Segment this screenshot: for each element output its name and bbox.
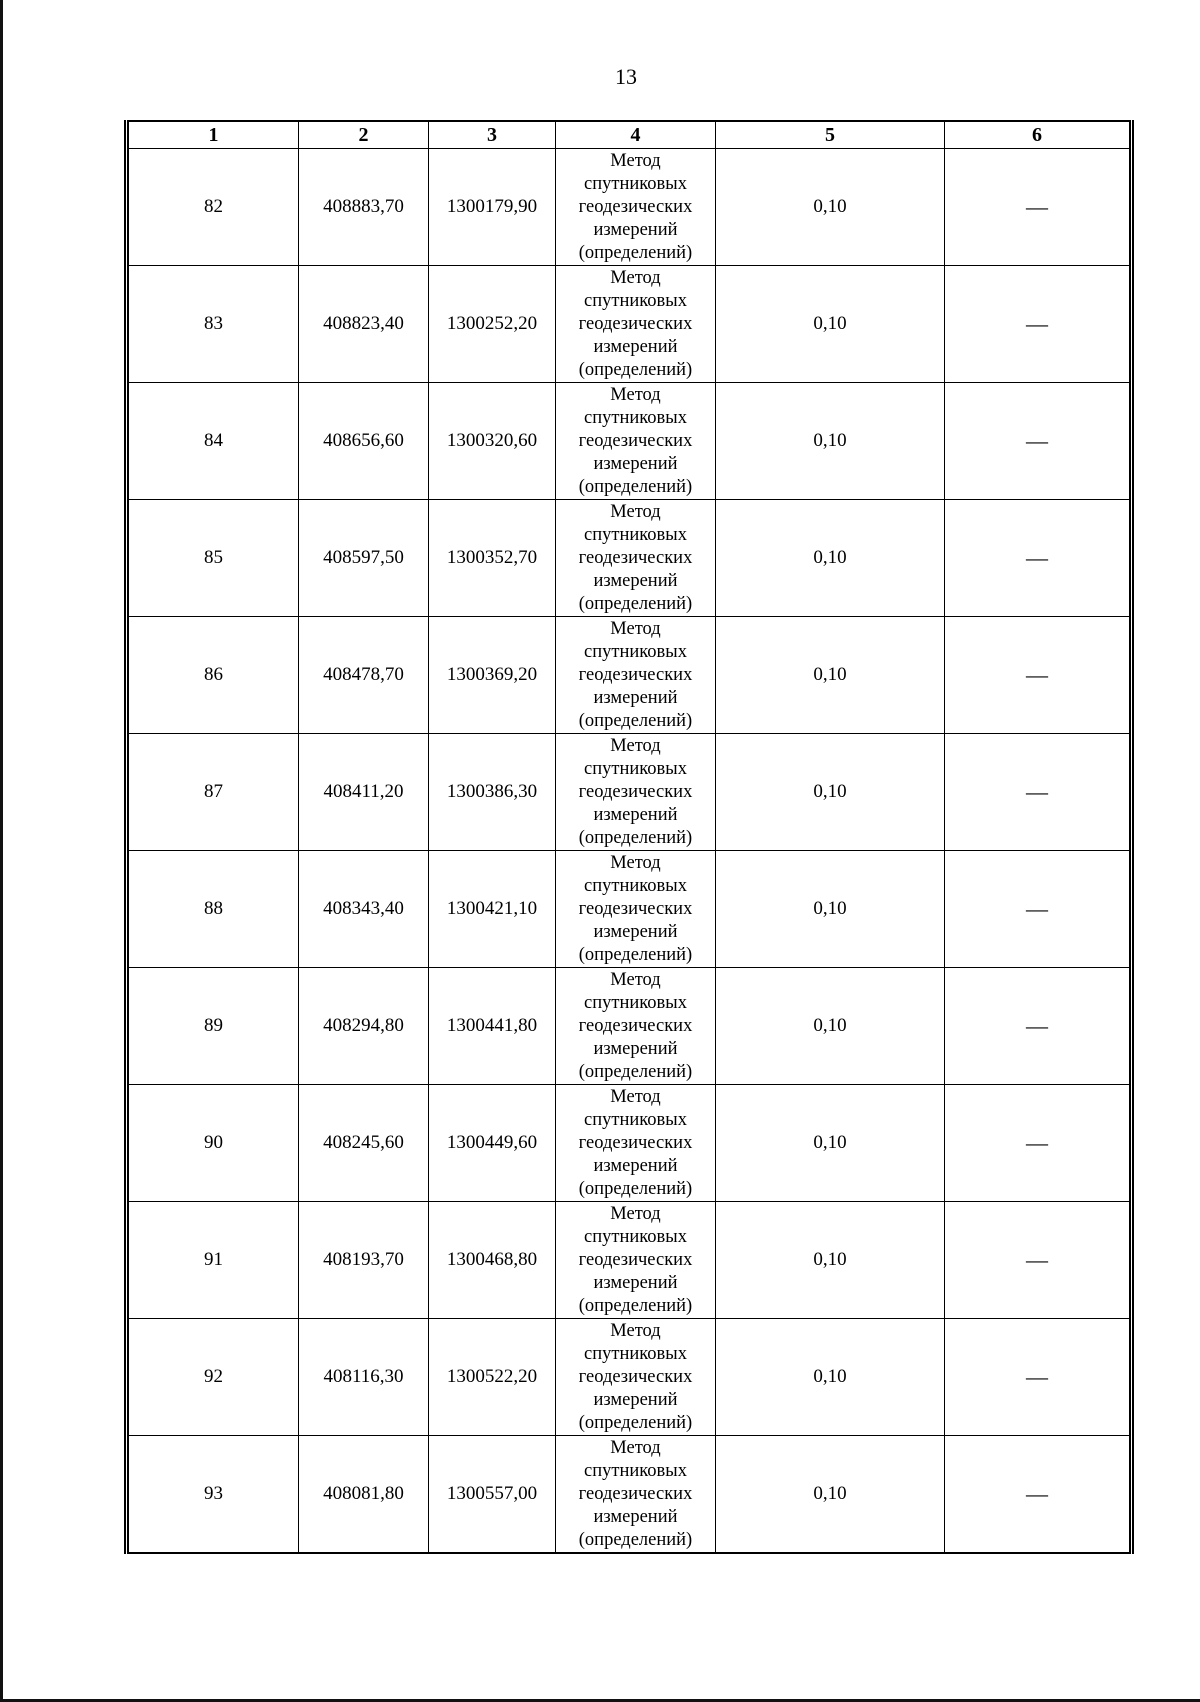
method-line: Метод xyxy=(610,618,661,639)
point-number-cell: 85 xyxy=(127,500,299,617)
x-coordinate-cell: 408343,40 xyxy=(299,851,429,968)
table-row xyxy=(127,383,1132,500)
page-number: 13 xyxy=(615,64,637,89)
table-row xyxy=(127,149,1132,266)
point-number-cell: 89 xyxy=(127,968,299,1085)
accuracy-cell: 0,10 xyxy=(716,1085,945,1202)
table-row xyxy=(127,266,1132,383)
description-cell: — xyxy=(945,734,1132,851)
method-line: геодезических xyxy=(578,664,693,685)
method-line: (определений) xyxy=(578,476,693,497)
x-coordinate-cell: 408883,70 xyxy=(299,149,429,266)
x-coordinate-cell: 408478,70 xyxy=(299,617,429,734)
table-row xyxy=(127,1319,1132,1436)
method-line: геодезических xyxy=(578,313,693,334)
description-cell: — xyxy=(945,500,1132,617)
method-line: (определений) xyxy=(578,1295,693,1316)
method-line: спутниковых xyxy=(584,875,687,896)
accuracy-cell: 0,10 xyxy=(716,1436,945,1554)
method-line: спутниковых xyxy=(584,407,687,428)
method-line: спутниковых xyxy=(584,524,687,545)
method-cell xyxy=(556,383,716,500)
accuracy-cell: 0,10 xyxy=(716,968,945,1085)
accuracy-cell: 0,10 xyxy=(716,851,945,968)
method-line: спутниковых xyxy=(584,992,687,1013)
method-cell xyxy=(556,500,716,617)
method-cell xyxy=(556,149,716,266)
method-line: измерений xyxy=(593,687,678,708)
point-number-cell: 83 xyxy=(127,266,299,383)
y-coordinate-cell: 1300352,70 xyxy=(429,500,556,617)
description-cell: — xyxy=(945,1202,1132,1319)
method-line: Метод xyxy=(610,1320,661,1341)
table-row xyxy=(127,617,1132,734)
method-line: спутниковых xyxy=(584,1343,687,1364)
description-cell: — xyxy=(945,1085,1132,1202)
method-line: геодезических xyxy=(578,1132,693,1153)
method-line: геодезических xyxy=(578,1015,693,1036)
column-header: 5 xyxy=(716,121,945,149)
y-coordinate-cell: 1300441,80 xyxy=(429,968,556,1085)
method-line: Метод xyxy=(610,150,661,171)
method-line: измерений xyxy=(593,219,678,240)
description-cell: — xyxy=(945,968,1132,1085)
method-line: измерений xyxy=(593,1038,678,1059)
method-line: Метод xyxy=(610,852,661,873)
y-coordinate-cell: 1300522,20 xyxy=(429,1319,556,1436)
accuracy-cell: 0,10 xyxy=(716,383,945,500)
x-coordinate-cell: 408294,80 xyxy=(299,968,429,1085)
method-cell xyxy=(556,1319,716,1436)
coordinates-table xyxy=(124,120,1134,1554)
method-line: спутниковых xyxy=(584,290,687,311)
method-line: геодезических xyxy=(578,1249,693,1270)
point-number-cell: 92 xyxy=(127,1319,299,1436)
point-number-cell: 84 xyxy=(127,383,299,500)
accuracy-cell: 0,10 xyxy=(716,149,945,266)
table-row xyxy=(127,1202,1132,1319)
accuracy-cell: 0,10 xyxy=(716,1202,945,1319)
method-line: Метод xyxy=(610,735,661,756)
method-line: (определений) xyxy=(578,242,693,263)
scan-edge-left xyxy=(0,0,3,1702)
x-coordinate-cell: 408597,50 xyxy=(299,500,429,617)
method-cell xyxy=(556,968,716,1085)
method-line: измерений xyxy=(593,804,678,825)
method-line: измерений xyxy=(593,453,678,474)
method-line: Метод xyxy=(610,969,661,990)
y-coordinate-cell: 1300320,60 xyxy=(429,383,556,500)
x-coordinate-cell: 408823,40 xyxy=(299,266,429,383)
accuracy-cell: 0,10 xyxy=(716,500,945,617)
method-line: геодезических xyxy=(578,781,693,802)
method-line: (определений) xyxy=(578,1529,693,1550)
method-line: Метод xyxy=(610,501,661,522)
column-header: 2 xyxy=(299,121,429,149)
description-cell: — xyxy=(945,1319,1132,1436)
method-line: (определений) xyxy=(578,1412,693,1433)
method-line: измерений xyxy=(593,921,678,942)
x-coordinate-cell: 408116,30 xyxy=(299,1319,429,1436)
column-header: 6 xyxy=(945,121,1132,149)
description-cell: — xyxy=(945,266,1132,383)
point-number-cell: 90 xyxy=(127,1085,299,1202)
method-line: измерений xyxy=(593,1506,678,1527)
description-cell: — xyxy=(945,1436,1132,1554)
method-line: (определений) xyxy=(578,1178,693,1199)
method-line: Метод xyxy=(610,1203,661,1224)
y-coordinate-cell: 1300179,90 xyxy=(429,149,556,266)
column-header: 4 xyxy=(556,121,716,149)
point-number-cell: 86 xyxy=(127,617,299,734)
method-line: геодезических xyxy=(578,430,693,451)
method-line: спутниковых xyxy=(584,1109,687,1130)
method-line: геодезических xyxy=(578,1366,693,1387)
description-cell: — xyxy=(945,851,1132,968)
method-cell xyxy=(556,851,716,968)
method-line: измерений xyxy=(593,1389,678,1410)
method-cell xyxy=(556,1202,716,1319)
description-cell: — xyxy=(945,383,1132,500)
table-row xyxy=(127,1436,1132,1554)
y-coordinate-cell: 1300557,00 xyxy=(429,1436,556,1554)
point-number-cell: 88 xyxy=(127,851,299,968)
method-line: геодезических xyxy=(578,547,693,568)
y-coordinate-cell: 1300421,10 xyxy=(429,851,556,968)
method-line: измерений xyxy=(593,1272,678,1293)
method-cell xyxy=(556,1436,716,1554)
table-row xyxy=(127,734,1132,851)
method-line: измерений xyxy=(593,1155,678,1176)
method-line: (определений) xyxy=(578,944,693,965)
accuracy-cell: 0,10 xyxy=(716,617,945,734)
table-row xyxy=(127,968,1132,1085)
method-cell xyxy=(556,266,716,383)
method-cell xyxy=(556,734,716,851)
method-line: (определений) xyxy=(578,593,693,614)
method-line: Метод xyxy=(610,1437,661,1458)
x-coordinate-cell: 408245,60 xyxy=(299,1085,429,1202)
method-line: спутниковых xyxy=(584,1460,687,1481)
x-coordinate-cell: 408193,70 xyxy=(299,1202,429,1319)
method-line: геодезических xyxy=(578,1483,693,1504)
method-cell xyxy=(556,617,716,734)
y-coordinate-cell: 1300386,30 xyxy=(429,734,556,851)
method-line: измерений xyxy=(593,570,678,591)
point-number-cell: 87 xyxy=(127,734,299,851)
method-line: Метод xyxy=(610,1086,661,1107)
method-line: геодезических xyxy=(578,196,693,217)
method-line: (определений) xyxy=(578,710,693,731)
y-coordinate-cell: 1300252,20 xyxy=(429,266,556,383)
table-row xyxy=(127,851,1132,968)
column-header: 3 xyxy=(429,121,556,149)
column-header: 1 xyxy=(127,121,299,149)
method-line: спутниковых xyxy=(584,641,687,662)
method-cell xyxy=(556,1085,716,1202)
y-coordinate-cell: 1300369,20 xyxy=(429,617,556,734)
method-line: измерений xyxy=(593,336,678,357)
table-row xyxy=(127,500,1132,617)
point-number-cell: 93 xyxy=(127,1436,299,1554)
method-line: Метод xyxy=(610,384,661,405)
method-line: спутниковых xyxy=(584,1226,687,1247)
x-coordinate-cell: 408656,60 xyxy=(299,383,429,500)
method-line: спутниковых xyxy=(584,758,687,779)
method-line: (определений) xyxy=(578,1061,693,1082)
table-body xyxy=(127,149,1132,1554)
x-coordinate-cell: 408411,20 xyxy=(299,734,429,851)
description-cell: — xyxy=(945,149,1132,266)
method-line: (определений) xyxy=(578,827,693,848)
point-number-cell: 91 xyxy=(127,1202,299,1319)
x-coordinate-cell: 408081,80 xyxy=(299,1436,429,1554)
table-row xyxy=(127,1085,1132,1202)
y-coordinate-cell: 1300468,80 xyxy=(429,1202,556,1319)
accuracy-cell: 0,10 xyxy=(716,266,945,383)
method-line: геодезических xyxy=(578,898,693,919)
y-coordinate-cell: 1300449,60 xyxy=(429,1085,556,1202)
accuracy-cell: 0,10 xyxy=(716,734,945,851)
method-line: (определений) xyxy=(578,359,693,380)
accuracy-cell: 0,10 xyxy=(716,1319,945,1436)
description-cell: — xyxy=(945,617,1132,734)
point-number-cell: 82 xyxy=(127,149,299,266)
method-line: спутниковых xyxy=(584,173,687,194)
table-header-row xyxy=(127,121,1132,149)
method-line: Метод xyxy=(610,267,661,288)
